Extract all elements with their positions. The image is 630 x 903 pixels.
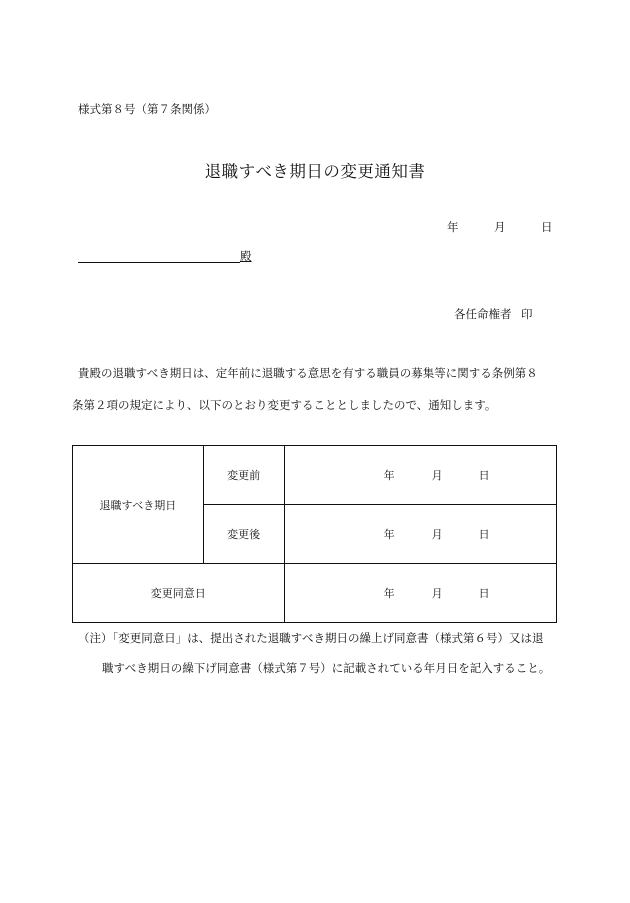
body-text-line-2: 条第２項の規定により、以下のとおり変更することとしましたので、通知します。 (72, 398, 497, 412)
addressee-line (78, 262, 240, 263)
table-row-consent (73, 564, 557, 623)
before-year: 年 (383, 469, 395, 482)
after-month: 月 (431, 528, 443, 541)
header-date-year: 年 (447, 220, 459, 234)
consent-month: 月 (431, 587, 443, 600)
before-change-date[interactable] (284, 446, 556, 505)
before-month: 月 (431, 469, 443, 482)
before-day: 日 (478, 469, 490, 482)
note-line-1: （注）「変更同意日」は、提出された退職すべき期日の繰上げ同意書（様式第６号）又は退 (78, 631, 544, 645)
retirement-date-label: 退職すべき期日 (73, 446, 204, 564)
table-row-before (73, 446, 557, 505)
document-title: 退職すべき期日の変更通知書 (204, 162, 426, 181)
body-text-line-1: 貴殿の退職すべき期日は、定年前に退職する意思を有する職員の募集等に関する条例第８ (78, 366, 538, 380)
after-year: 年 (383, 528, 395, 541)
addressee-suffix: 殿 (240, 249, 252, 263)
after-change-date[interactable] (284, 505, 556, 564)
appointing-authority: 各任命権者 (454, 307, 512, 321)
consent-day: 日 (478, 587, 490, 600)
form-number: 様式第８号（第７条関係） (78, 102, 216, 116)
after-change-label: 変更後 (203, 505, 284, 564)
seal-mark: 印 (521, 307, 533, 321)
after-day: 日 (478, 528, 490, 541)
consent-year: 年 (383, 587, 395, 600)
consent-date[interactable] (284, 564, 556, 623)
note-line-2: 職すべき期日の繰下げ同意書（様式第７号）に記載されている年月日を記入すること。 (102, 661, 551, 675)
before-change-label: 変更前 (203, 446, 284, 505)
header-date-month: 月 (494, 220, 506, 234)
header-date-day: 日 (541, 220, 553, 234)
change-table (72, 445, 557, 623)
consent-date-label: 変更同意日 (73, 564, 285, 623)
